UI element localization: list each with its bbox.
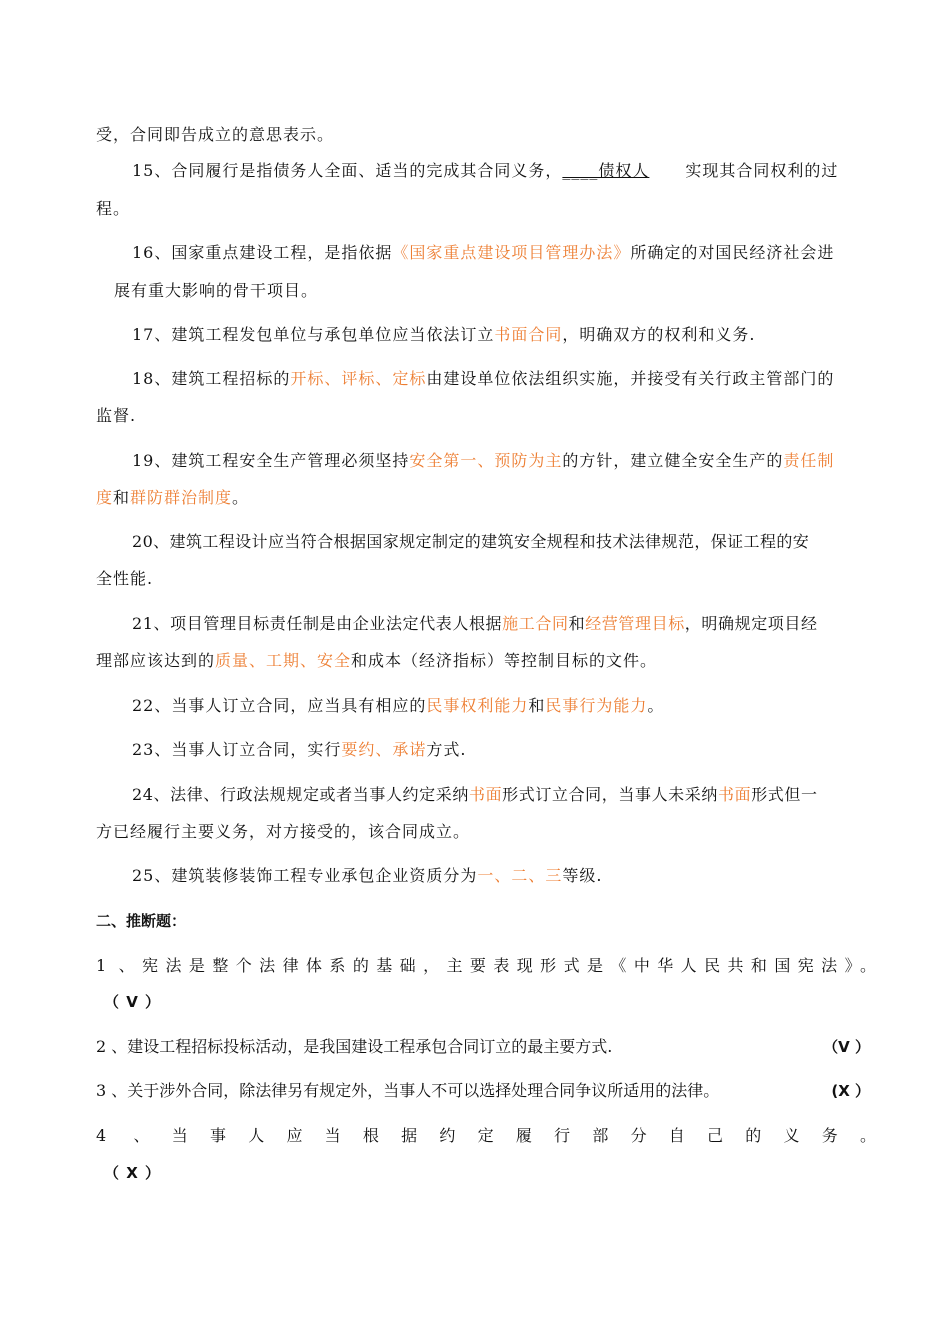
text: 方式. (426, 740, 467, 759)
item-21-continuation (96, 651, 876, 671)
question-text: 2 、建设工程招标投标活动，是我国建设工程承包合同订立的最主要方式. (96, 1037, 613, 1056)
question-text: 4 、当事人应当根据约定履行部分自己的义务。 (96, 1126, 876, 1145)
text: 方已经履行主要义务，对方接受的，该合同成立。 (96, 822, 471, 841)
question-text: 1 、宪法是整个法律体系的基础，主要表现形式是《中华人民共和国宪法》。 (96, 956, 876, 975)
text: 监督. (96, 406, 137, 425)
answer-mark: （ V ） (104, 993, 162, 1011)
text: 。 (232, 488, 250, 507)
text: 和 (528, 696, 546, 715)
text: 18、建筑工程招标的 (132, 369, 291, 388)
text: 由建设单位依法组织实施，并接受有关行政主管部门的 (426, 369, 835, 388)
item-17 (132, 325, 876, 345)
highlighted-answer: 群防群治制度 (130, 488, 233, 507)
item-16-continuation (114, 281, 894, 301)
highlighted-answer: 要约、承诺 (341, 740, 427, 759)
text: 程。 (96, 199, 131, 218)
highlighted-answer: 《国家重点建设项目管理办法》 (392, 243, 631, 262)
item-22 (132, 696, 876, 716)
text: 22、当事人订立合同，应当具有相应的 (132, 696, 427, 715)
text: 全性能. (96, 569, 154, 588)
judgment-q1-answer (104, 992, 884, 1012)
item-24 (132, 785, 876, 805)
heading-text: 二、推断题： (96, 912, 187, 930)
highlighted-answer: 经营管理目标 (585, 614, 685, 633)
section-heading (96, 911, 876, 931)
text: 形式但一 (751, 785, 818, 804)
answer-mark: （V ） (823, 1038, 870, 1056)
highlighted-answer: 度 (96, 488, 114, 507)
text: 理部应该达到的 (96, 651, 216, 670)
highlighted-answer: 开标、评标、定标 (290, 369, 427, 388)
item-21 (132, 614, 876, 634)
answer-mark: （ X ） (104, 1164, 162, 1182)
text: 25、建筑装修装饰工程专业承包企业资质分为 (132, 866, 478, 885)
highlighted-answer: 施工合同 (502, 614, 569, 633)
item-15-continuation (96, 199, 876, 219)
judgment-q2 (96, 1037, 876, 1057)
item-20 (132, 532, 876, 552)
answer-mark: (X ） (831, 1082, 870, 1100)
text: 21、项目管理目标责任制是由企业法定代表人根据 (132, 614, 503, 633)
text: 和成本（经济指标）等控制目标的文件。 (351, 651, 658, 670)
text: 16、国家重点建设工程，是指依据 (132, 243, 393, 262)
text: 形式订立合同，当事人未采纳 (502, 785, 718, 804)
text: 20、建筑工程设计应当符合根据国家规定制定的建筑安全规程和技术法律规范，保证工程的安 (132, 532, 810, 551)
highlighted-answer: 民事权利能力 (426, 696, 529, 715)
highlighted-answer: 责任制 (783, 451, 835, 470)
judgment-q3 (96, 1081, 876, 1101)
item-24-continuation (96, 822, 876, 842)
item-18 (132, 369, 876, 389)
text: 和 (568, 614, 586, 633)
text: 24、法律、行政法规规定或者当事人约定采纳 (132, 785, 469, 804)
highlighted-answer: 书面 (717, 785, 752, 804)
item-20-continuation (96, 569, 876, 589)
text: ，明确规定项目经 (684, 614, 818, 633)
text: 的方针，建立健全安全生产的 (562, 451, 784, 470)
judgment-q4 (96, 1126, 876, 1146)
highlighted-answer: 民事行为能力 (545, 696, 648, 715)
question-text: 3 、关于涉外合同，除法律另有规定外，当事人不可以选择处理合同争议所适用的法律。 (96, 1081, 720, 1100)
item-25 (132, 866, 876, 886)
item-19 (132, 451, 876, 471)
judgment-q1 (96, 956, 876, 976)
text: 受，合同即告成立的意思表示。 (96, 125, 335, 144)
text: ，明确双方的权利和义务. (562, 325, 756, 344)
text: 展有重大影响的骨干项目。 (114, 281, 319, 300)
judgment-q4-answer (104, 1163, 884, 1183)
text: 实现其合同权利的过 (685, 161, 839, 180)
answer-blank: ____债权人 (562, 161, 650, 180)
item-15 (132, 161, 876, 181)
highlighted-answer: 质量、工期、安全 (215, 651, 352, 670)
highlighted-answer: 书面合同 (494, 325, 563, 344)
item-19-continuation (96, 488, 876, 508)
item-23 (132, 740, 876, 760)
text: 23、当事人订立合同，实行 (132, 740, 342, 759)
highlighted-answer: 一、二、三 (477, 866, 563, 885)
highlighted-answer: 安全第一、预防为主 (409, 451, 563, 470)
item-16 (132, 243, 876, 263)
text: 15、合同履行是指债务人全面、适当的完成其合同义务， (132, 161, 563, 180)
text: 和 (113, 488, 131, 507)
item-14-continuation (96, 125, 876, 145)
text: 等级. (562, 866, 603, 885)
text: 17、建筑工程发包单位与承包单位应当依法订立 (132, 325, 495, 344)
text: 所确定的对国民经济社会进 (630, 243, 835, 262)
highlighted-answer: 书面 (468, 785, 503, 804)
text: 19、建筑工程安全生产管理必须坚持 (132, 451, 410, 470)
text: 。 (647, 696, 665, 715)
item-18-continuation (96, 406, 876, 426)
